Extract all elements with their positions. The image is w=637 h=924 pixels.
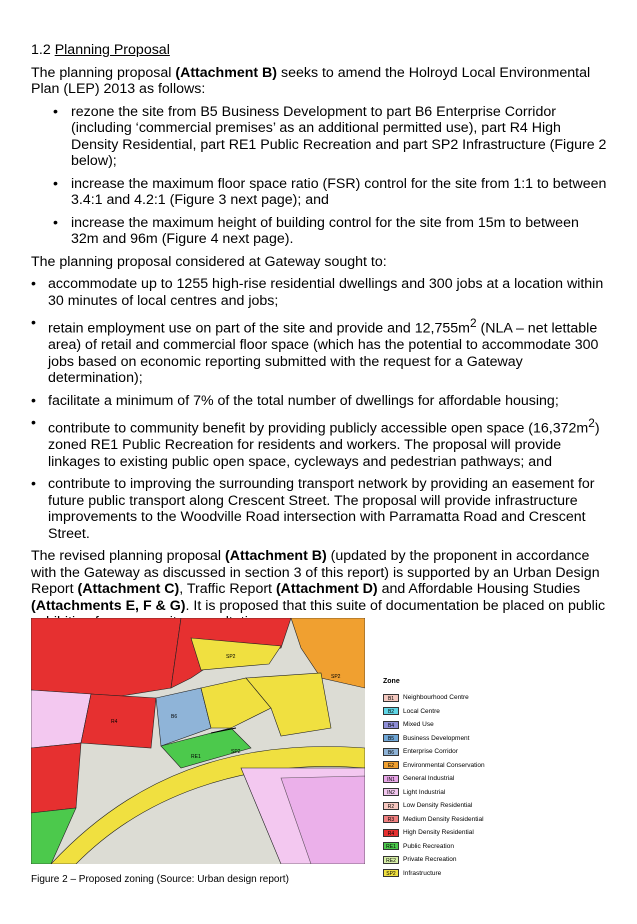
list-item: • facilitate a minimum of 7% of the total number of dwellings for affordable housing;	[31, 393, 609, 410]
attachment-ref: (Attachment C)	[77, 581, 180, 598]
legend-item	[383, 799, 563, 813]
legend-label: Private Recreation	[403, 856, 457, 864]
list-item: • accommodate up to 1255 high-rise residential dwellings and 300 jobs at a location within 30 minutes of local centres and jobs;	[31, 276, 609, 309]
legend-item	[383, 759, 563, 773]
map-label: B6	[171, 714, 178, 720]
section-heading	[31, 42, 609, 59]
list-item: • increase the maximum floor space ratio (FSR) control for the site from 1:1 to between 3.4:1 and 4.2:1 (Figure 3 next page); and	[31, 176, 609, 209]
legend-item	[383, 867, 563, 881]
paragraph-text: . It is proposed that this suite of documentation be placed on public	[185, 597, 606, 614]
list-item: • rezone the site from B5 Business Development to part B6 Enterprise Corridor (including ‘commercial premises’ as an additional permitted use), part R4 High Density Residential, part RE1 Public Recreation and part SP2 Infrastructure (Figure 2 below);	[31, 104, 609, 170]
legend-swatch: B5	[383, 734, 399, 742]
legend-item	[383, 691, 563, 705]
intro-text: The planning proposal	[31, 64, 176, 81]
legend-item	[383, 772, 563, 786]
attachment-ref: (Attachment D)	[275, 581, 378, 598]
gateway-intro: The planning proposal considered at Gateway sought to:	[31, 253, 387, 270]
legend-item	[383, 705, 563, 719]
legend-label: Public Recreation	[403, 842, 454, 850]
legend-label: Local Centre	[403, 707, 440, 715]
attachment-ref: (Attachment B)	[225, 548, 327, 565]
paragraph-text: The revised planning proposal	[31, 548, 226, 565]
legend-label: Low Density Residential	[403, 802, 473, 810]
attachment-ref: (Attachment B)	[175, 64, 278, 81]
legend-label: Neighbourhood Centre	[403, 694, 469, 702]
intro-paragraph	[31, 65, 609, 98]
legend-label: Light Industrial	[403, 788, 446, 796]
legend-swatch: R2	[383, 802, 399, 810]
zone-legend	[383, 678, 563, 880]
list-text: contribute to community benefit by providing publicly accessible open space (16,372m	[48, 420, 589, 437]
legend-label: Mixed Use	[403, 721, 434, 729]
list-text: (NLA – net lettable area) of retail and commercial floor space (which has the potential to accommodate 300 jobs based on economic reporting submitted with the request for a Gateway determination);	[48, 320, 599, 387]
legend-swatch: E2	[383, 761, 399, 769]
legend-label: Medium Density Residential	[403, 815, 484, 823]
legend-item	[383, 786, 563, 800]
legend-label: Business Development	[403, 734, 470, 742]
legend-item	[383, 813, 563, 827]
legend-swatch: B4	[383, 721, 399, 729]
legend-item	[383, 718, 563, 732]
figure-caption: Figure 2 – Proposed zoning (Source: Urban design report)	[31, 874, 289, 885]
legend-swatch: B1	[383, 694, 399, 702]
legend-swatch: SP2	[383, 869, 399, 877]
legend-swatch: B6	[383, 748, 399, 756]
list-text: ) zoned RE1 Public Recreation for residents and workers. The proposal will provide linkages to existing public open space, cycleways and pedestrian pathways; and	[48, 420, 600, 470]
paragraph-text: (updated by the proponent in accordance with the Gateway as discussed in section 3 of this report) is supported by an Urban Design Report	[31, 548, 600, 598]
list-text: retain employment use on part of the site and provide and 12,755m	[48, 320, 470, 337]
legend-item	[383, 826, 563, 840]
list-item: • contribute to improving the surrounding transport network by providing an easement for future public transport along Crescent Street. The proposal will provide infrastructure improvements to the Woodville Road intersection with Parramatta Road and Crescent Street.	[31, 476, 609, 542]
list-item	[31, 315, 609, 387]
map-label: SP2	[331, 674, 341, 680]
legend-swatch: RE1	[383, 842, 399, 850]
attachment-ref: (Attachments E, F & G)	[31, 597, 186, 614]
section-title: Planning Proposal	[54, 42, 170, 58]
legend-item	[383, 745, 563, 759]
paragraph-text: , Traffic Report	[179, 581, 276, 598]
legend-swatch: RE2	[383, 856, 399, 864]
list-item: • increase the maximum height of building control for the site from 15m to between 32m and 96m (Figure 4 next page).	[31, 215, 609, 248]
legend-item	[383, 840, 563, 854]
superscript: 2	[588, 416, 595, 431]
map-label: RE1	[191, 754, 201, 760]
map-label: R4	[111, 719, 118, 725]
legend-swatch: R4	[383, 829, 399, 837]
legend-label: Environmental Conservation	[403, 761, 485, 769]
document-page	[31, 42, 609, 637]
map-label: SP2	[226, 654, 236, 660]
gateway-list	[31, 276, 609, 542]
legend-item	[383, 732, 563, 746]
legend-item	[383, 853, 563, 867]
intro-text: seeks to amend the Holroyd Local Environmental Plan (LEP) 2013 as follows:	[31, 64, 591, 97]
paragraph-text: and Affordable Housing Studies	[377, 581, 581, 598]
superscript: 2	[469, 316, 477, 330]
map-label: SP2	[231, 749, 241, 755]
legend-title: Zone	[383, 678, 400, 685]
legend-swatch: B2	[383, 707, 399, 715]
amendments-list	[31, 104, 609, 248]
zoning-figure	[31, 618, 609, 878]
zoning-map	[31, 618, 365, 864]
legend-label: General Industrial	[403, 775, 455, 783]
legend-label: Infrastructure	[403, 869, 442, 877]
list-item	[31, 415, 609, 470]
legend-swatch: R3	[383, 815, 399, 823]
legend-label: High Density Residential	[403, 829, 474, 837]
legend-label: Enterprise Corridor	[403, 748, 458, 756]
legend-swatch: IN2	[383, 788, 399, 796]
section-number: 1.2	[31, 42, 51, 58]
legend-swatch: IN1	[383, 775, 399, 783]
